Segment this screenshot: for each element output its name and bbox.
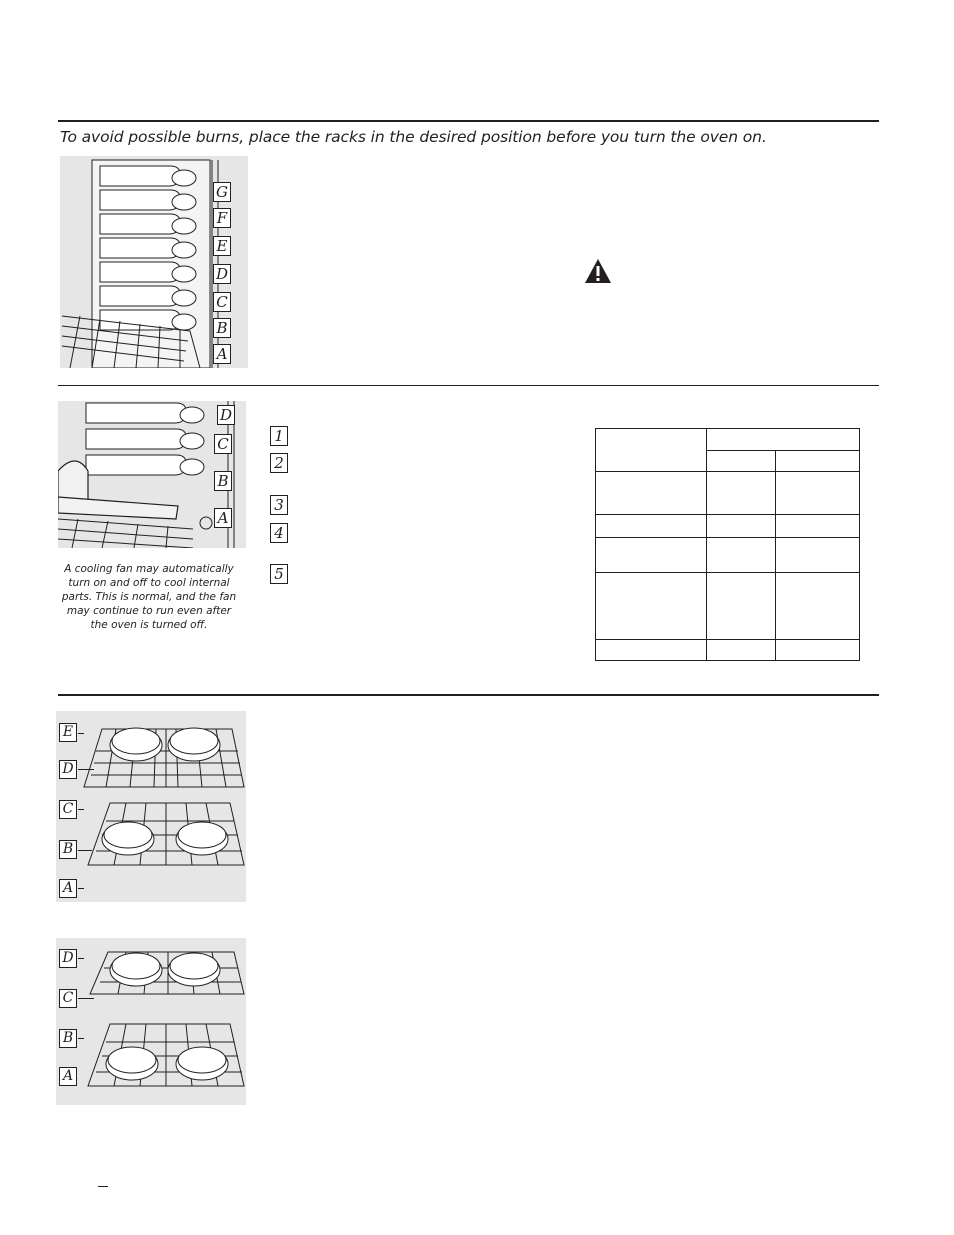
- bake-rack-tick-b: [78, 850, 92, 851]
- bake-rack-label-d: D: [59, 760, 77, 779]
- table-cell: [776, 515, 860, 538]
- table-cell: [707, 450, 776, 472]
- bake-rack-tick-c: [78, 809, 84, 810]
- bake-rack-tick-e: [78, 733, 84, 734]
- bake-rack-label-c: C: [59, 800, 77, 819]
- rack-label-f: F: [213, 208, 231, 228]
- table-cell: [596, 515, 707, 538]
- intro-warning-text: To avoid possible burns, place the racks in the desired position before you turn the oven on.: [60, 128, 767, 146]
- bake2-rack-label-c: C: [59, 989, 77, 1008]
- table-row: [596, 472, 860, 515]
- cooling-fan-caption: A cooling fan may automatically turn on and off to cool internal parts. This is normal, and the fan may continue to run even after the oven is turned off.: [61, 563, 237, 631]
- bake2-rack-tick-d: [78, 958, 84, 959]
- rack-label-b: B: [213, 318, 231, 338]
- page-number-dash: [98, 1186, 108, 1187]
- table-cell: [707, 538, 776, 573]
- table-cell: [596, 573, 707, 640]
- bake-rack-tick-a: [78, 888, 84, 889]
- bake2-rack-label-b: B: [59, 1029, 77, 1048]
- rack-label-e: E: [213, 236, 231, 256]
- multi-rack-baking-figure-5: [56, 711, 246, 902]
- section-divider-2: [58, 694, 879, 696]
- step-4-box: 4: [270, 523, 288, 543]
- bake-rack-label-a: A: [59, 879, 77, 898]
- rack-label-c: C: [213, 292, 231, 312]
- table-cell: [707, 515, 776, 538]
- table-cell: [776, 450, 860, 472]
- table-cell: [707, 573, 776, 640]
- broil-rack-label-c: C: [214, 434, 232, 454]
- section-divider-1: [58, 385, 879, 386]
- step-2-box: 2: [270, 453, 288, 473]
- bake2-rack-tick-b: [78, 1038, 84, 1039]
- table-cell: [707, 640, 776, 661]
- multi-rack-baking-figure-4: [56, 938, 246, 1105]
- warning-triangle-icon: [584, 258, 612, 288]
- bake-rack-label-e: E: [59, 723, 77, 742]
- broil-rack-label-d: D: [217, 405, 235, 425]
- step-3-box: 3: [270, 495, 288, 515]
- bake-rack-tick-d: [78, 769, 94, 770]
- table-row: [596, 573, 860, 640]
- broil-rack-label-a: A: [214, 508, 232, 528]
- table-cell: [707, 429, 860, 451]
- header-rule: [58, 120, 879, 122]
- broiling-guide-table: [595, 428, 860, 661]
- table-row: [596, 538, 860, 573]
- rack-label-d: D: [213, 264, 231, 284]
- table-row: [596, 640, 860, 661]
- table-cell: [596, 472, 707, 515]
- table-cell: [776, 640, 860, 661]
- bake2-rack-tick-c: [78, 998, 94, 999]
- table-cell: [776, 472, 860, 515]
- bake2-rack-label-d: D: [59, 949, 77, 968]
- rack-label-g: G: [213, 182, 231, 202]
- table-cell: [596, 640, 707, 661]
- table-cell: [596, 538, 707, 573]
- table-cell: [776, 538, 860, 573]
- two-rack-pans-illustration: [56, 711, 246, 902]
- table-row: [596, 429, 860, 451]
- broil-rack-label-b: B: [214, 471, 232, 491]
- bake2-rack-label-a: A: [59, 1067, 77, 1086]
- step-5-box: 5: [270, 564, 288, 584]
- table-cell: [776, 573, 860, 640]
- step-1-box: 1: [270, 426, 288, 446]
- table-row: [596, 515, 860, 538]
- two-rack-pans-illustration-2: [56, 938, 246, 1105]
- rack-label-a: A: [213, 344, 231, 364]
- table-cell: [707, 472, 776, 515]
- bake-rack-label-b: B: [59, 840, 77, 859]
- table-cell: [596, 429, 707, 472]
